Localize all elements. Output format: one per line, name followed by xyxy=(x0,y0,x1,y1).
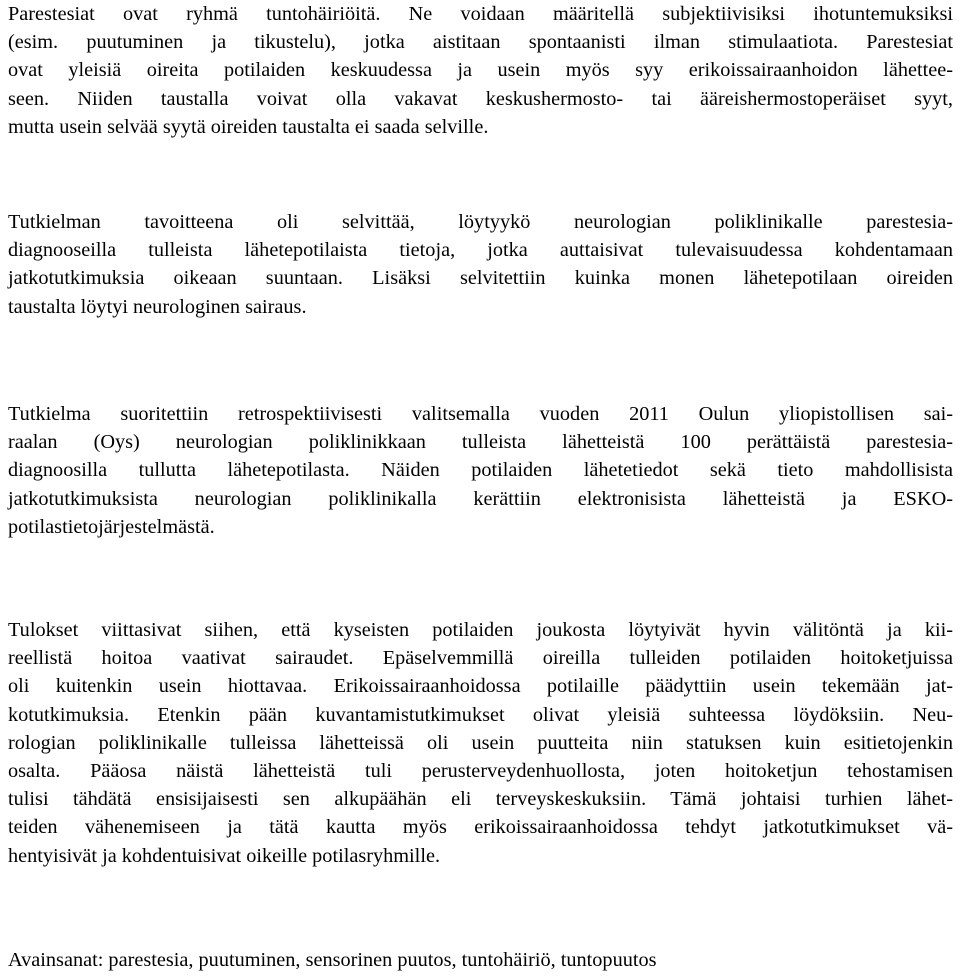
text-line: Tulokset viittasivat siihen, että kyseisten potilaiden joukosta löytyivät hyvin välitöntä ja kii- xyxy=(8,619,953,641)
text-line: ovat yleisiä oireita potilaiden keskuudessa ja usein myös syy erikoissairaanhoidon lähettee- xyxy=(8,59,953,82)
text-line: diagnoosilla tullutta lähetepotilasta. Näiden potilaiden lähetetiedot sekä tieto mahdollisista xyxy=(8,459,953,482)
text-line: Parestesiat ovat ryhmä tuntohäiriöitä. Ne voidaan määritellä subjektiivisiksi ihotuntemuksiksi xyxy=(8,3,953,25)
text-line: seen. Niiden taustalla voivat olla vakavat keskushermosto- tai ääreishermostoperäiset syyt, xyxy=(8,87,953,110)
abstract-paragraph-aim xyxy=(8,208,953,321)
text-line: reellistä hoitoa vaativat sairaudet. Epäselvemmillä oireilla tulleiden potilaiden hoitoketjuissa xyxy=(8,647,953,670)
text-line: Tutkielma suoritettiin retrospektiivisesti valitsemalla vuoden 2011 Oulun yliopistollisen sai- xyxy=(8,403,953,425)
abstract-paragraph-background xyxy=(8,0,953,141)
abstract-paragraph-methods xyxy=(8,400,953,541)
text-line: Tutkielman tavoitteena oli selvittää, löytyykö neurologian poliklinikalle parestesia- xyxy=(8,211,953,233)
keywords-line xyxy=(8,946,953,974)
text-line: oli kuitenkin usein hiottavaa. Erikoissairaanhoidossa potilaille päädyttiin usein tekemään jat- xyxy=(8,675,953,698)
text-line: mutta usein selvää syytä oireiden taustalta ei saada selville. xyxy=(8,115,489,138)
text-line: raalan (Oys) neurologian poliklinikkaan tulleista lähetteistä 100 perättäistä parestesia- xyxy=(8,431,953,454)
text-line: osalta. Pääosa näistä lähetteistä tuli perusterveydenhuollosta, joten hoitoketjun tehostamisen xyxy=(8,760,953,783)
text-line: rologian poliklinikalle tulleissa lähetteissä oli usein puutteita niin statuksen kuin esitietojenkin xyxy=(8,731,953,754)
text-line: jatkotutkimuksia oikeaan suuntaan. Lisäksi selvitettiin kuinka monen lähetepotilaan oireiden xyxy=(8,267,953,290)
text-line: jatkotutkimuksista neurologian poliklinikalla kerättiin elektronisista lähetteistä ja ESKO- xyxy=(8,487,953,510)
text-line: (esim. puutuminen ja tikustelu), jotka aistitaan spontaanisti ilman stimulaatiota. Parestesiat xyxy=(8,31,953,54)
text-line: teiden vähenemiseen ja tätä kautta myös erikoissairaanhoidossa tehdyt jatkotutkimukset vä- xyxy=(8,816,953,839)
text-line: Avainsanat: parestesia, puutuminen, sensorinen puutos, tuntohäiriö, tuntopuutos xyxy=(8,949,657,971)
text-line: diagnooseilla tulleista lähetepotilaista tietoja, jotka auttaisivat tulevaisuudessa kohdentamaan xyxy=(8,239,953,262)
text-line: kotutkimuksia. Etenkin pään kuvantamistutkimukset olivat yleisiä suhteessa löydöksiin. Neu- xyxy=(8,703,953,726)
text-line: hentyisivät ja kohdentuisivat oikeille potilasryhmille. xyxy=(8,844,441,867)
text-line: taustalta löytyi neurologinen sairaus. xyxy=(8,295,307,318)
abstract-paragraph-results xyxy=(8,616,953,870)
text-line: tulisi tähdätä ensisijaisesti sen alkupäähän eli terveyskeskuksiin. Tämä johtaisi turhien lähet- xyxy=(8,788,953,811)
text-line: potilastietojärjestelmästä. xyxy=(8,515,215,538)
